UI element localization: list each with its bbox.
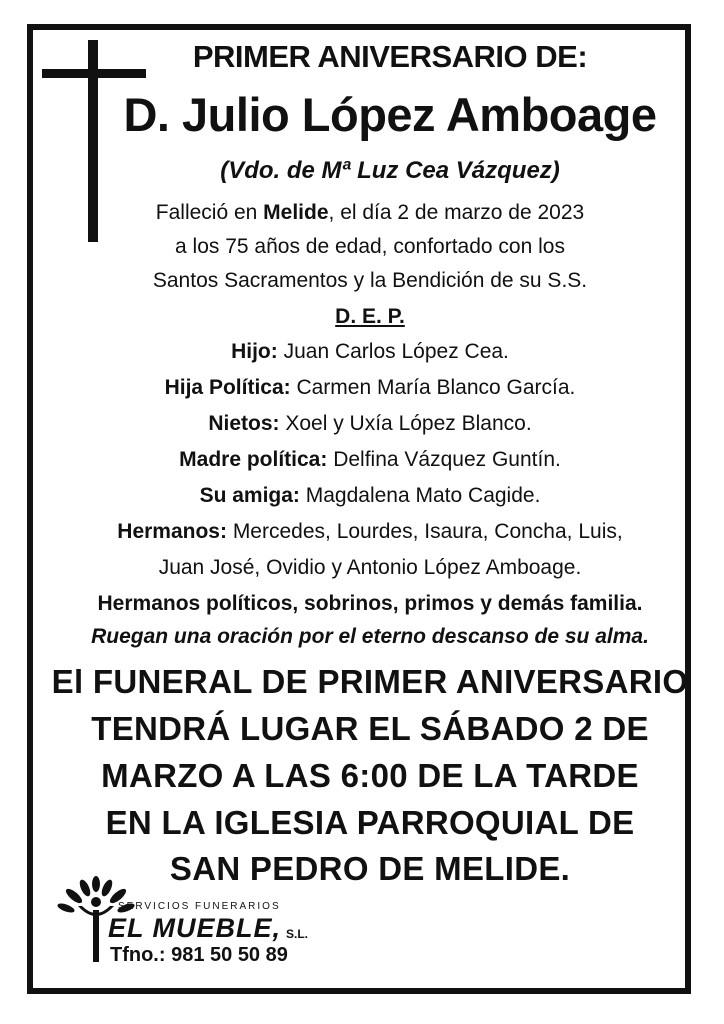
funeral-line: EN LA IGLESIA PARROQUIAL DE [105,804,635,841]
family-row [40,448,700,472]
family-value: Xoel y Uxía López Blanco. [279,412,532,435]
family-row [40,412,700,436]
family-label: Hermanos: [117,520,227,543]
dep-heading: D. E. P. [335,305,405,328]
funeral-line: El FUNERAL DE PRIMER ANIVERSARIO [51,663,689,700]
family-label: Nietos: [208,412,280,435]
siblings-continued: Juan José, Ovidio y Antonio López Amboage. [158,556,582,579]
prayer-request: Ruegan una oración por el eterno descanso de su alma. [91,625,649,648]
death-line-1 [40,201,700,225]
funeral-line: SAN PEDRO DE MELIDE. [169,850,571,887]
family-value: Carmen María Blanco García. [290,376,576,399]
funeral-home-suffix: S.L. [286,927,309,941]
death-line-2: a los 75 años de edad, confortado con los [175,235,565,258]
family-value: Juan Carlos López Cea. [277,340,509,363]
death-line-1-post: , el día 2 de marzo de 2023 [328,201,585,224]
family-label: Hijo: [231,340,278,363]
notice-pretitle: PRIMER ANIVERSARIO DE: [192,39,588,74]
funeral-line: MARZO A LAS 6:00 DE LA TARDE [101,757,639,794]
funeral-home-name: EL MUEBLE, [108,913,282,943]
family-value: Delfina Vázquez Guntín. [327,448,561,471]
family-value: Mercedes, Lourdes, Isaura, Concha, Luis, [226,520,623,543]
death-place: Melide [263,201,329,224]
death-line-3: Santos Sacramentos y la Bendición de su S.S. [152,269,588,292]
family-label: Madre política: [179,448,328,471]
death-line-1-pre: Falleció en [155,201,264,224]
family-row [40,484,700,508]
deceased-name: D. Julio López Amboage [123,88,657,141]
family-label: Su amiga: [199,484,300,507]
family-row [40,340,700,364]
funeral-line: TENDRÁ LUGAR EL SÁBADO 2 DE [91,710,649,747]
other-family: Hermanos políticos, sobrinos, primos y demás familia. [97,592,643,615]
family-label: Hija Política: [164,376,291,399]
widow-note: (Vdo. de Mª Luz Cea Vázquez) [220,157,560,184]
family-row [40,376,700,400]
family-value: Magdalena Mato Cagide. [299,484,541,507]
family-row [40,520,700,544]
funeral-home-phone: Tfno.: 981 50 50 89 [110,944,288,966]
funeral-home-subtitle: SERVICIOS FUNERARIOS [118,901,281,912]
